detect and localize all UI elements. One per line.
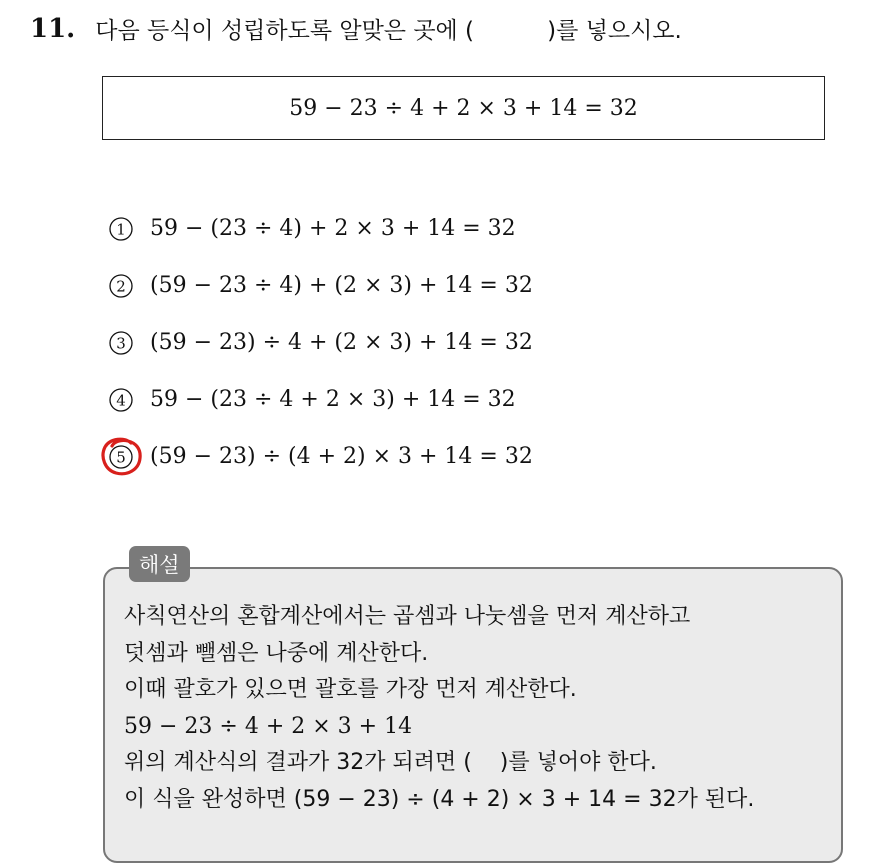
question-number: 11.: [30, 13, 76, 44]
choice-5[interactable]: [108, 428, 533, 485]
svg-text:3: 3: [116, 334, 126, 352]
explanation-line-4: 59 − 23 ÷ 4 + 2 × 3 + 14: [124, 713, 413, 739]
choice-expression-5: (59 − 23) ÷ (4 + 2) × 3 + 14 = 32: [150, 444, 533, 469]
choice-number-4: [108, 387, 134, 413]
svg-text:4: 4: [116, 391, 126, 409]
choice-number-2: [108, 273, 134, 299]
choice-expression-1: 59 − (23 ÷ 4) + 2 × 3 + 14 = 32: [150, 216, 516, 241]
explanation-line-5: 위의 계산식의 결과가 32가 되려면 ( )를 넣어야 한다.: [124, 750, 657, 775]
circled-number-icon: [108, 216, 134, 242]
choice-1[interactable]: [108, 200, 533, 257]
choice-4[interactable]: [108, 371, 533, 428]
svg-text:5: 5: [116, 448, 126, 466]
circled-number-icon: [108, 273, 134, 299]
answer-choices: [108, 200, 533, 485]
question-text: 다음 등식이 성립하도록 알맞은 곳에 ( )를 넣으시오.: [95, 18, 682, 44]
explanation-line-2: 덧셈과 뺄셈은 나중에 계산한다.: [124, 640, 429, 666]
explanation-line-6: 이 식을 완성하면 (59 − 23) ÷ (4 + 2) × 3 + 14 = 32가 된다.: [124, 786, 755, 812]
explanation-text: [124, 602, 754, 821]
explanation-line-3: 이때 괄호가 있으면 괄호를 가장 먼저 계산한다.: [124, 677, 577, 702]
choice-expression-2: (59 − 23 ÷ 4) + (2 × 3) + 14 = 32: [150, 273, 533, 298]
circled-number-icon: [108, 387, 134, 413]
equation-box: [102, 76, 825, 140]
equation-text: 59 − 23 ÷ 4 + 2 × 3 + 14 = 32: [289, 95, 638, 121]
choice-expression-3: (59 − 23) ÷ 4 + (2 × 3) + 14 = 32: [150, 330, 533, 355]
choice-number-3: [108, 330, 134, 356]
answer-mark-icon: [99, 434, 145, 480]
svg-text:2: 2: [116, 277, 126, 295]
choice-2[interactable]: [108, 257, 533, 314]
question-header: [30, 12, 682, 45]
svg-text:1: 1: [116, 220, 126, 238]
choice-number-1: [108, 216, 134, 242]
explanation-line-1: 사칙연산의 혼합계산에서는 곱셈과 나눗셈을 먼저 계산하고: [124, 604, 691, 629]
choice-number-5: [108, 444, 134, 470]
explanation-label: 해설: [129, 546, 190, 582]
choice-expression-4: 59 − (23 ÷ 4 + 2 × 3) + 14 = 32: [150, 387, 516, 412]
choice-3[interactable]: [108, 314, 533, 371]
circled-number-icon: [108, 330, 134, 356]
